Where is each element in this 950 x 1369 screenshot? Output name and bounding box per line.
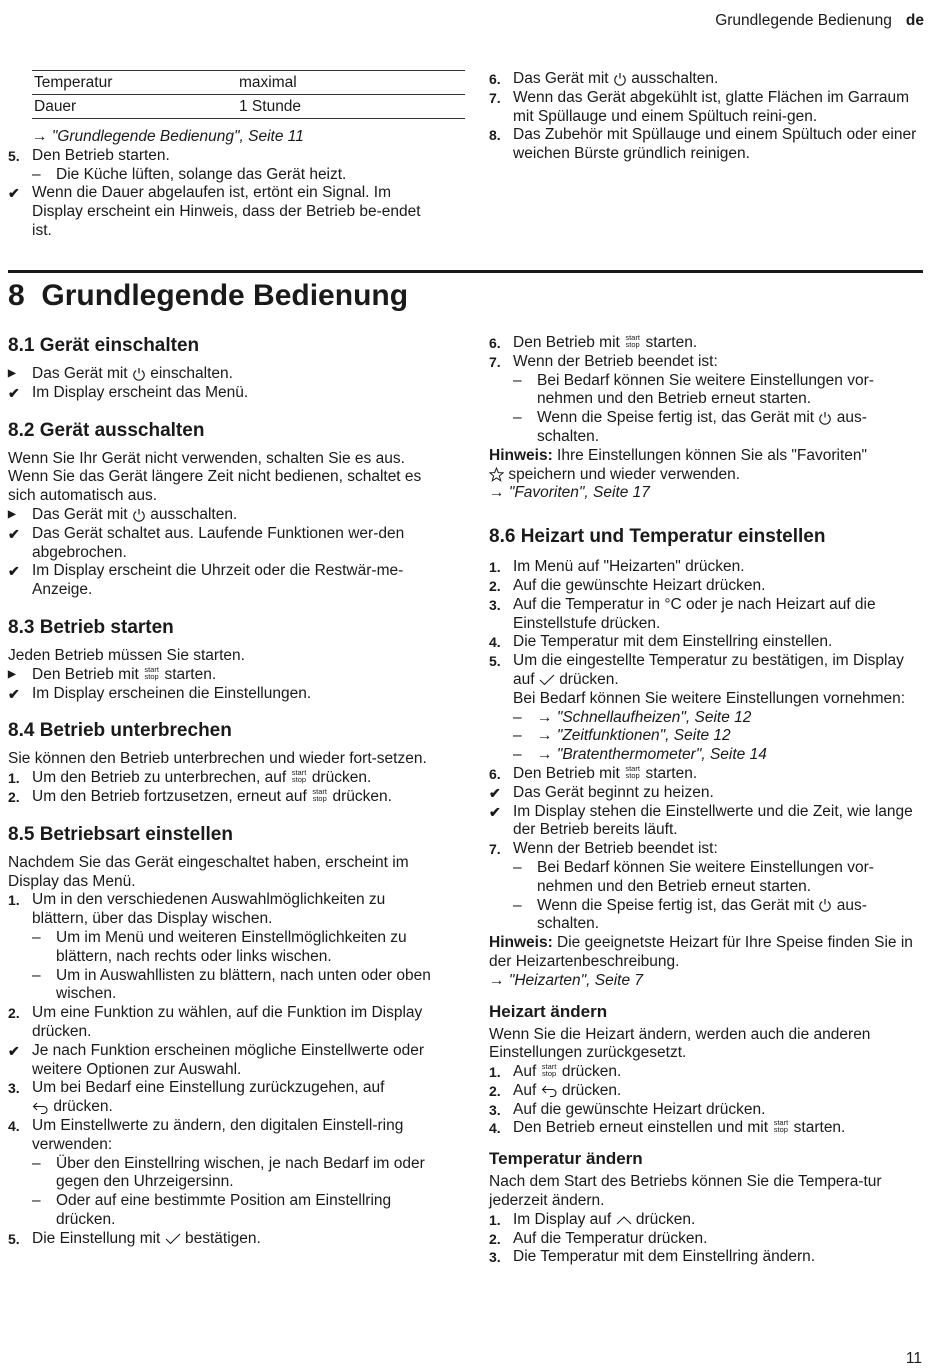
step-item (489, 126, 923, 164)
sub-text: Die Küche lüften, solange das Gerät heizt. (56, 165, 347, 183)
checkmark-icon: ✔ (8, 525, 20, 542)
sub-item (513, 372, 923, 410)
table-cell: Temperatur (32, 71, 237, 95)
sub-item (32, 967, 442, 1005)
star-icon (489, 467, 504, 482)
dash-icon: – (513, 708, 522, 726)
table-row (32, 95, 465, 119)
instruction-item (8, 506, 442, 525)
step-text: Auf (513, 1081, 537, 1099)
step-text: Auf (513, 1063, 537, 1081)
step-number: 8. (489, 127, 501, 144)
back-arrow-icon (541, 1084, 558, 1097)
sub-item (32, 929, 442, 967)
step-text: Den Betrieb mit (513, 764, 620, 782)
power-icon (818, 898, 832, 912)
icon-label: start (773, 1118, 789, 1128)
top-left-column (8, 70, 442, 241)
sub-text: Wenn die Speise fertig ist, das Gerät mit (537, 896, 815, 914)
sub-item (32, 1192, 442, 1230)
dash-icon: – (32, 165, 41, 183)
hint-text: Ihre Einstellungen können Sie als "Favoriten" (557, 446, 868, 464)
step-number: 3. (489, 596, 501, 613)
step-text: Das Zubehör mit Spüllauge und einem Spültuch oder einer weichen Bürste gründlich reinigen. (513, 126, 917, 163)
triangle-bullet-icon: ▶ (8, 508, 16, 520)
step-text: Die Einstellung mit (32, 1229, 161, 1247)
step-item (489, 89, 923, 127)
step-item (8, 1004, 442, 1042)
step-text: Wenn der Betrieb beendet ist: (513, 352, 718, 370)
step-number: 2. (489, 577, 501, 594)
step-number: 1. (489, 559, 501, 576)
step-number: 5. (8, 1230, 20, 1247)
dash-icon: – (513, 858, 522, 876)
section-title: 8.1 Gerät einschalten (8, 335, 200, 356)
hint-label: Hinweis: (489, 446, 553, 464)
step-text: Den Betrieb erneut einstellen und mit (513, 1119, 769, 1137)
chapter-title (8, 278, 408, 314)
sub-item (513, 709, 923, 728)
step-text: drücken. (561, 1063, 622, 1081)
table-row (32, 71, 465, 95)
icon-label: start (291, 768, 307, 778)
step-number: 4. (489, 1120, 501, 1137)
confirm-check-icon (165, 1233, 181, 1245)
back-arrow-icon (32, 1101, 49, 1114)
step-item (489, 577, 923, 596)
result-item (8, 525, 442, 563)
sub-text: Wenn die Speise fertig ist, das Gerät mit (537, 409, 815, 427)
sub-text: aus-schalten. (537, 409, 867, 445)
step-text: Um eine Funktion zu wählen, auf die Funktion im Display drücken. (32, 1004, 423, 1040)
checkmark-icon: ✔ (8, 384, 20, 401)
step-text: Um bei Bedarf eine Einstellung zurückzugehen, auf (32, 1079, 385, 1097)
step-number: 2. (8, 1005, 20, 1022)
step-item (8, 769, 442, 788)
step-number: 3. (489, 1249, 501, 1266)
step-number: 5. (489, 653, 501, 670)
step-number: 5. (8, 147, 20, 164)
left-column (8, 335, 442, 1248)
step-number: 2. (489, 1230, 501, 1247)
checkmark-icon: ✔ (8, 185, 20, 202)
checkmark-icon: ✔ (489, 803, 501, 820)
step-item (489, 1119, 923, 1138)
power-icon (818, 411, 832, 425)
sub-text: Bei Bedarf können Sie weitere Einstellungen vor-nehmen und den Betrieb erneut starten. (537, 371, 874, 408)
sub-item (513, 859, 923, 897)
sub-item (513, 897, 923, 935)
paragraph: Nachdem Sie das Gerät eingeschaltet haben, erscheint im Display das Menü. (8, 853, 409, 890)
cross-reference (489, 972, 923, 991)
section-title: 8.4 Betrieb unterbrechen (8, 720, 232, 742)
chapter-title-text: Grundlegende Bedienung (41, 279, 409, 312)
hint-paragraph (489, 934, 923, 972)
reference-link[interactable]: "Grundlegende Bedienung", Seite 11 (51, 128, 304, 145)
arrow-right-icon: → (489, 971, 505, 989)
step-item (8, 147, 442, 166)
table-cell: Dauer (32, 95, 237, 119)
result-item (8, 384, 442, 403)
icon-label: start (541, 1062, 557, 1071)
step-text: Wenn das Gerät abgekühlt ist, glatte Flächen im Garraum mit Spüllauge und einem Spültuch reini-gen. (513, 88, 910, 125)
step-number: 4. (8, 1117, 20, 1134)
instruction-text: starten. (164, 665, 217, 683)
step-text: Den Betrieb mit (513, 334, 620, 351)
step-text: starten. (645, 764, 698, 782)
result-text: Wenn die Dauer abgelaufen ist, ertönt ein Signal. Im Display erscheint ein Hinweis, dass der Betrieb be-endet ist. (32, 184, 421, 239)
section-title: 8.6 Heizart und Temperatur einstellen (489, 526, 826, 548)
instruction-text: Den Betrieb mit (32, 665, 139, 683)
arrow-right-icon: → (537, 727, 553, 745)
sub-text: aus-schalten. (537, 896, 867, 933)
step-number: 6. (489, 71, 501, 87)
paragraph: Jeden Betrieb müssen Sie starten. (8, 646, 245, 664)
step-text: Um in den verschiedenen Auswahlmöglichkeiten zu blättern, über das Display wischen. (32, 891, 386, 928)
step-item (489, 1211, 923, 1230)
step-item (489, 596, 923, 634)
start-stop-icon (291, 769, 308, 783)
step-text: Die Temperatur mit dem Einstellring einstellen. (513, 633, 833, 651)
icon-label: stop (625, 339, 640, 349)
sub-item (32, 166, 442, 185)
step-text: drücken. (559, 670, 619, 688)
arrow-right-icon: → (537, 746, 553, 764)
step-item (489, 1101, 923, 1120)
step-item (489, 652, 923, 708)
result-text: Das Gerät schaltet aus. Laufende Funktionen wer-den abgebrochen. (32, 524, 405, 561)
cross-reference (8, 128, 442, 147)
instruction-text: Das Gerät mit (32, 365, 128, 382)
step-text: Auf die gewünschte Heizart drücken. (513, 1100, 766, 1118)
arrow-right-icon: → (537, 708, 553, 726)
step-number: 7. (489, 89, 501, 106)
step-item (489, 558, 923, 577)
sub-text: Bei Bedarf können Sie weitere Einstellungen vor-nehmen und den Betrieb erneut starten. (537, 858, 874, 895)
reference-link[interactable]: "Zeitfunktionen", Seite 12 (556, 727, 731, 745)
result-text: Je nach Funktion erscheinen mögliche Einstellwerte oder weitere Optionen zur Auswahl. (32, 1041, 425, 1078)
step-number: 6. (489, 765, 501, 782)
step-number: 1. (489, 1064, 501, 1081)
start-stop-icon (541, 1063, 558, 1077)
step-number: 1. (8, 770, 20, 787)
icon-label: stop (773, 1125, 788, 1135)
step-text: Um Einstellwerte zu ändern, den digitalen Einstell-ring verwenden: (32, 1116, 404, 1153)
dash-icon: – (513, 371, 522, 389)
step-number: 3. (489, 1101, 501, 1118)
dash-icon: – (513, 409, 522, 427)
step-number: 6. (489, 335, 501, 351)
result-text: Im Display erscheinen die Einstellungen. (32, 684, 312, 702)
step-number: 3. (8, 1080, 20, 1097)
step-text: Auf die gewünschte Heizart drücken. (513, 576, 766, 594)
step-text: Das Gerät mit (513, 70, 609, 87)
sub-text: Oder auf eine bestimmte Position am Einstellring drücken. (56, 1192, 392, 1228)
step-text: Um die eingestellte Temperatur zu bestätigen, im Display auf (513, 652, 904, 688)
step-item (8, 1117, 442, 1155)
icon-label: start (625, 332, 640, 342)
step-text: bestätigen. (184, 1229, 261, 1247)
sub-item (513, 727, 923, 746)
header-title: Grundlegende Bedienung (715, 12, 892, 29)
step-number: 4. (489, 634, 501, 651)
arrow-right-icon: → (489, 484, 505, 502)
instruction-text: Das Gerät mit (32, 505, 128, 523)
cross-reference (489, 484, 923, 503)
sub-item (513, 409, 923, 447)
dash-icon: – (513, 727, 522, 745)
step-text: drücken. (53, 1098, 113, 1116)
step-item (8, 1230, 442, 1249)
checkmark-icon: ✔ (8, 1042, 20, 1059)
step-item (489, 840, 923, 859)
icon-label: stop (625, 770, 640, 780)
step-text: Auf die Temperatur drücken. (513, 1229, 708, 1247)
step-text: drücken. (332, 787, 392, 805)
icon-label: stop (312, 793, 327, 803)
confirm-check-icon (539, 674, 555, 686)
step-text: drücken. (311, 769, 372, 787)
result-text: Im Display stehen die Einstellwerte und die Zeit, wie lange der Betrieb bereits läuft. (513, 802, 913, 839)
step-text: Im Menü auf "Heizarten" drücken. (513, 558, 745, 576)
step-item (489, 334, 923, 353)
step-text: Wenn der Betrieb beendet ist: (513, 840, 718, 858)
step-number: 1. (489, 1211, 501, 1228)
power-icon (613, 72, 627, 86)
reference-link[interactable]: "Heizarten", Seite 7 (508, 971, 644, 989)
hint-paragraph (489, 447, 923, 485)
icon-label: stop (541, 1069, 557, 1078)
step-item (489, 1230, 923, 1249)
instruction-item (8, 666, 442, 685)
subsection-title: Heizart ändern (489, 1001, 608, 1021)
result-text: Im Display erscheint das Menü. (32, 383, 249, 401)
reference-link[interactable]: "Bratenthermometer", Seite 14 (556, 746, 767, 764)
language-code: de (905, 12, 924, 29)
step-item (489, 70, 923, 89)
page-header (715, 12, 924, 31)
checkmark-icon: ✔ (8, 563, 20, 580)
sub-text: Um im Menü und weiteren Einstellmöglichkeiten zu blättern, nach rechts oder links wischen. (56, 928, 407, 965)
dash-icon: – (513, 746, 522, 764)
start-stop-icon (772, 1119, 789, 1133)
step-text: starten. (645, 334, 698, 351)
step-item (8, 891, 442, 929)
parameter-table (32, 70, 465, 119)
result-item (8, 184, 442, 240)
instruction-text: ausschalten. (150, 505, 238, 523)
icon-label: stop (291, 775, 307, 785)
power-icon (132, 508, 146, 522)
step-number: 1. (8, 892, 20, 909)
step-item (489, 1082, 923, 1101)
step-text: starten. (793, 1119, 846, 1137)
step-text: ausschalten. (631, 70, 719, 87)
step-item (489, 353, 923, 372)
section-title: 8.2 Gerät ausschalten (8, 419, 205, 441)
step-item (489, 1248, 923, 1267)
right-column (489, 334, 923, 1267)
step-item (8, 788, 442, 807)
section-title: 8.5 Betriebsart einstellen (8, 823, 233, 845)
icon-label: start (625, 763, 640, 773)
sub-item (32, 1155, 442, 1193)
section-title: 8.3 Betrieb starten (8, 616, 174, 638)
dash-icon: – (32, 928, 41, 946)
step-number: 7. (489, 841, 501, 858)
icon-label: start (312, 786, 327, 796)
step-item (8, 1079, 442, 1117)
step-number: 7. (489, 353, 501, 370)
dash-icon: – (32, 966, 41, 984)
paragraph: Wenn Sie die Heizart ändern, werden auch die anderen Einstellungen zurückgesetzt. (489, 1025, 871, 1062)
step-item (489, 633, 923, 652)
paragraph: Nach dem Start des Betriebs können Sie die Tempera-tur jederzeit ändern. (489, 1173, 882, 1210)
step-number: 2. (489, 1082, 501, 1099)
dash-icon: – (32, 1154, 41, 1172)
paragraph: Wenn Sie Ihr Gerät nicht verwenden, schalten Sie es aus. Wenn Sie das Gerät längere Zeit nicht bedienen, schaltet es sich automatisch aus. (8, 449, 422, 505)
step-text: Die Temperatur mit dem Einstellring ändern. (513, 1248, 816, 1266)
reference-link[interactable]: "Schnellaufheizen", Seite 12 (556, 708, 752, 726)
step-number: 2. (8, 788, 20, 805)
step-text: drücken. (561, 1081, 622, 1099)
page-number: 11 (905, 1350, 922, 1367)
dash-icon: – (513, 896, 522, 914)
dash-icon: – (32, 1192, 41, 1210)
start-stop-icon (624, 334, 641, 348)
arrow-right-icon: → (32, 128, 48, 145)
table-cell: maximal (237, 71, 465, 95)
result-item (8, 1042, 442, 1080)
table-cell: 1 Stunde (237, 95, 465, 119)
icon-label: stop (144, 671, 159, 681)
step-text: Auf die Temperatur in °C oder je nach Heizart auf die Einstellstufe drücken. (513, 595, 876, 632)
checkmark-icon: ✔ (8, 685, 20, 702)
checkmark-icon: ✔ (489, 784, 501, 801)
step-text: Bei Bedarf können Sie weitere Einstellungen vornehmen: (513, 689, 906, 707)
power-icon (132, 367, 146, 381)
start-stop-icon (143, 666, 160, 680)
step-text: Um den Betrieb zu unterbrechen, auf (32, 769, 287, 787)
sub-text: Über den Einstellring wischen, je nach Bedarf im oder gegen den Uhrzeigersinn. (56, 1154, 425, 1191)
hint-text: Die geeignetste Heizart für Ihre Speise finden Sie in der Heizartenbeschreibung. (489, 934, 913, 970)
step-item (489, 765, 923, 784)
instruction-item (8, 365, 442, 384)
subsection-title: Temperatur ändern (489, 1149, 643, 1169)
triangle-bullet-icon: ▶ (8, 368, 16, 379)
sub-text: Um in Auswahllisten zu blättern, nach unten oder oben wischen. (56, 966, 431, 1003)
instruction-text: einschalten. (150, 365, 233, 382)
step-text: Im Display auf (513, 1210, 612, 1228)
result-text: Das Gerät beginnt zu heizen. (513, 783, 714, 801)
result-text: Im Display erscheint die Uhrzeit oder die Restwär-me-Anzeige. (32, 562, 404, 599)
chapter-rule (8, 270, 923, 273)
step-text: Den Betrieb starten. (32, 146, 170, 164)
triangle-bullet-icon: ▶ (8, 668, 16, 680)
reference-link[interactable]: "Favoriten", Seite 17 (508, 484, 650, 502)
result-item (489, 784, 923, 803)
start-stop-icon (311, 788, 328, 802)
result-item (8, 562, 442, 600)
chapter-number: 8 (8, 279, 25, 312)
start-stop-icon (624, 765, 641, 779)
step-item (489, 1063, 923, 1082)
sub-item (513, 746, 923, 765)
top-right-column (489, 70, 923, 164)
hint-text: speichern und wieder verwenden. (508, 465, 741, 483)
chevron-up-icon (616, 1215, 632, 1225)
icon-label: start (144, 664, 159, 674)
result-item (489, 803, 923, 841)
hint-label: Hinweis: (489, 934, 553, 952)
step-text: Um den Betrieb fortzusetzen, erneut auf (32, 787, 307, 805)
result-item (8, 685, 442, 704)
step-text: drücken. (635, 1210, 696, 1228)
paragraph: Sie können den Betrieb unterbrechen und wieder fort-setzen. (8, 750, 427, 768)
